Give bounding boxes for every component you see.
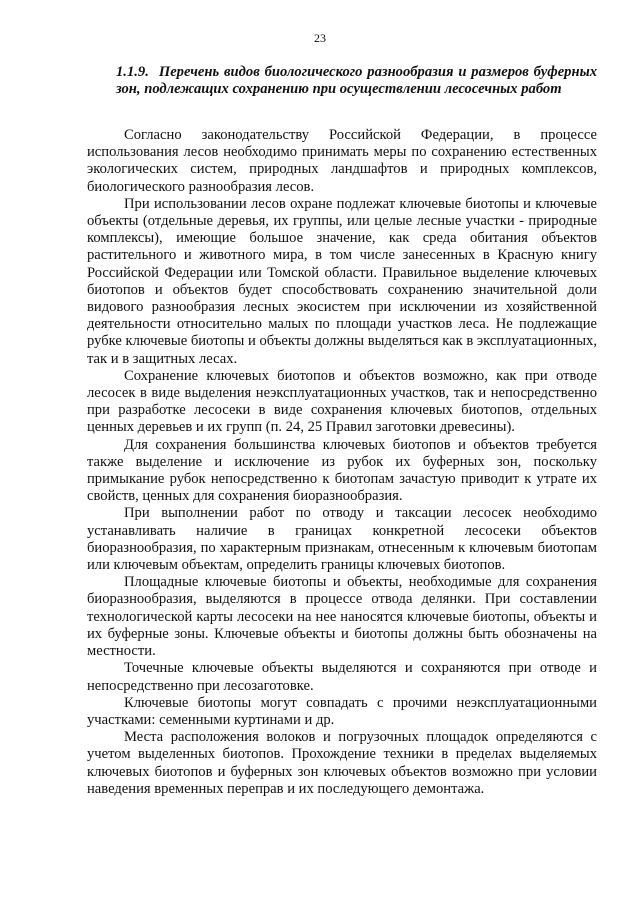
section-number: 1.1.9. (116, 64, 149, 80)
section-title: Перечень видов биологического разнообразия и размеров буферных зон, подлежащих сохранению при осуществлении лесосечных работ (116, 64, 597, 97)
paragraph: Места расположения волоков и погрузочных площадок определяются с учетом выделенных биотопов. Прохождение техники в пределах выделяемых ключевых биотопов и буферных зон ключевых объектов возможно при условии наведения временных переправ и их последующего демонтажа. (87, 729, 597, 797)
paragraph: Точечные ключевые объекты выделяются и сохраняются при отводе и непосредственно при лесозаготовке. (87, 660, 597, 694)
paragraph: Согласно законодательству Российской Федерации, в процессе использования лесов необходимо принимать меры по сохранению естественных экологических систем, природных ландшафтов и природных комплексов, биологического разнообразия лесов. (87, 127, 597, 195)
paragraph: При использовании лесов охране подлежат ключевые биотопы и ключевые объекты (отдельные деревья, их группы, или целые лесные участки - природные комплексы), имеющие большое значение, как среда обитания объектов растительного и животного мира, в том числе занесенных в Красную книгу Российской Федерации или Томской области. Правильное выделение ключевых биотопов и объектов будет способствовать сохранению значительной доли видового разнообразия лесных экосистем при исключении из хозяйственной деятельности относительно малых по площади участков леса. Не подлежащие рубке ключевые биотопы и объекты должны выделяться как в эксплуатационных, так и в защитных лесах. (87, 195, 597, 367)
paragraph: Площадные ключевые биотопы и объекты, необходимые для сохранения биоразнообразия, выделяются в процессе отвода делянки. При составлении технологической карты лесосеки на нее наносятся ключевые биотопы, объекты и их буферные зоны. Ключевые объекты и биотопы должны быть обозначены на местности. (87, 574, 597, 660)
page-number: 23 (314, 31, 326, 45)
body-text (87, 127, 597, 798)
paragraph: Ключевые биотопы могут совпадать с прочими неэксплуатационными участками: семенными куртинами и др. (87, 694, 597, 728)
section-heading (116, 64, 597, 98)
paragraph: Сохранение ключевых биотопов и объектов возможно, как при отводе лесосек в виде выделения неэксплуатационных участков, так и непосредственно при разработке лесосеки в виде сохранения ключевых биотопов, отдельных ценных деревьев и их групп (п. 24, 25 Правил заготовки древесины). (87, 367, 597, 436)
paragraph: Для сохранения большинства ключевых биотопов и объектов требуется также выделение и исключение из рубок их буферных зон, поскольку примыкание рубок непосредственно к биотопам зачастую приводит к утрате их свойств, ценных для сохранения биоразнообразия. (87, 436, 597, 505)
paragraph: При выполнении работ по отводу и таксации лесосек необходимо устанавливать наличие в границах конкретной лесосеки объектов биоразнообразия, по характерным признакам, отнесенным к ключевым биотопам или ключевым объектам, определить границы ключевых биотопов. (87, 505, 597, 574)
